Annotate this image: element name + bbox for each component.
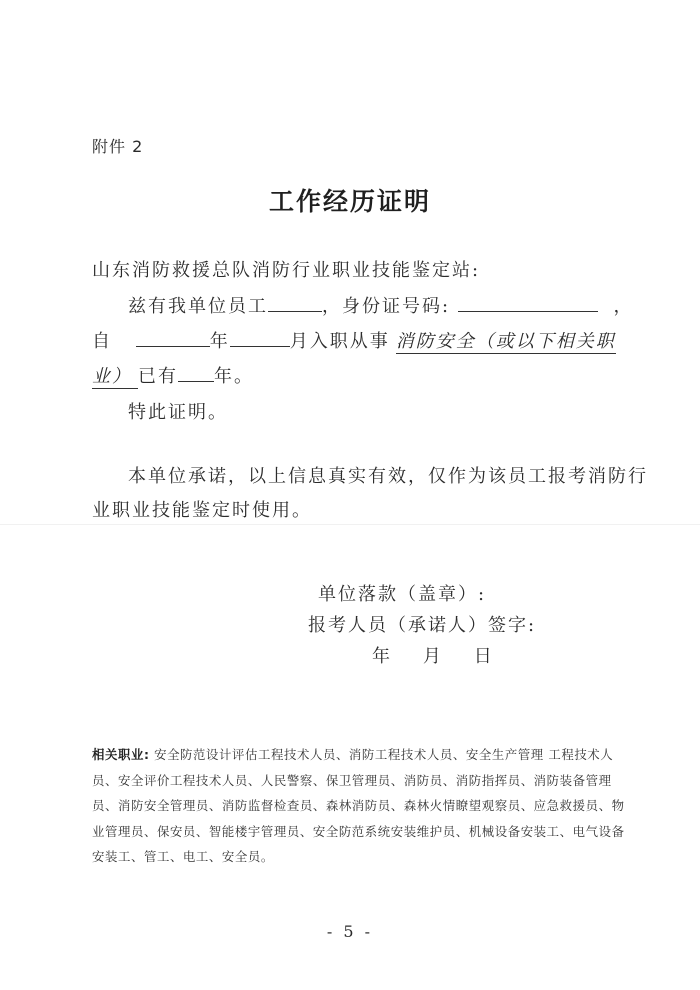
- page-number: - 5 -: [326, 922, 374, 941]
- duration-label: 已有: [138, 366, 178, 387]
- employment-start-line: [92, 327, 616, 353]
- occupation-field-part2: 业）: [92, 366, 138, 389]
- employee-id-line: [128, 292, 634, 318]
- related-occupations-label: 相关职业:: [92, 747, 150, 762]
- date-line: 年 月 日: [372, 646, 494, 667]
- month-label: 月入职从事: [289, 331, 390, 352]
- year-label: 年: [209, 331, 230, 352]
- employee-name-blank[interactable]: [268, 293, 322, 312]
- document-title: 工作经历证明: [268, 187, 431, 216]
- applicant-signature-label: 报考人员（承诺人）签字:: [308, 615, 537, 636]
- years-blank[interactable]: [178, 363, 214, 382]
- start-month-blank[interactable]: [230, 328, 290, 347]
- years-suffix: 年。: [214, 366, 254, 387]
- related-occupations: [92, 742, 632, 870]
- employment-duration-line: [92, 362, 254, 388]
- faint-scan-line: [0, 524, 700, 525]
- start-year-blank[interactable]: [136, 328, 210, 347]
- hereby-certify: 特此证明。: [128, 402, 228, 423]
- promise-line-2: 业职业技能鉴定时使用。: [92, 500, 312, 521]
- attachment-label: 附件 2: [92, 137, 144, 156]
- from-label: 自: [92, 331, 112, 352]
- id-number-label: ，身份证号码:: [322, 296, 451, 317]
- occupation-field-part1: 消防安全（或以下相关职: [395, 331, 616, 352]
- related-occupations-text: 安全防范设计评估工程技术人员、消防工程技术人员、安全生产管理 工程技术人员、安全评价工程技术人员、人民警察、保卫管理员、消防员、消防指挥员、消防装备管理员、消防安全管理员、消防监督检查员、森林消防员、森林火情瞭望观察员、应急救援员、物业管理员、保安员、智能楼宇管理员、安全防范系统安装维护员、机械设备安装工、电气设备安装工、管工、电工、安全员。: [92, 747, 625, 864]
- unit-seal-label: 单位落款（盖章）:: [318, 584, 487, 605]
- id-number-blank[interactable]: [458, 293, 598, 312]
- employee-prefix: 兹有我单位员工: [128, 296, 268, 317]
- promise-line-1: 本单位承诺，以上信息真实有效，仅作为该员工报考消防行: [128, 466, 648, 487]
- addressee-line: 山东消防救援总队消防行业职业技能鉴定站:: [92, 260, 481, 281]
- line1-suffix: ，: [613, 296, 634, 317]
